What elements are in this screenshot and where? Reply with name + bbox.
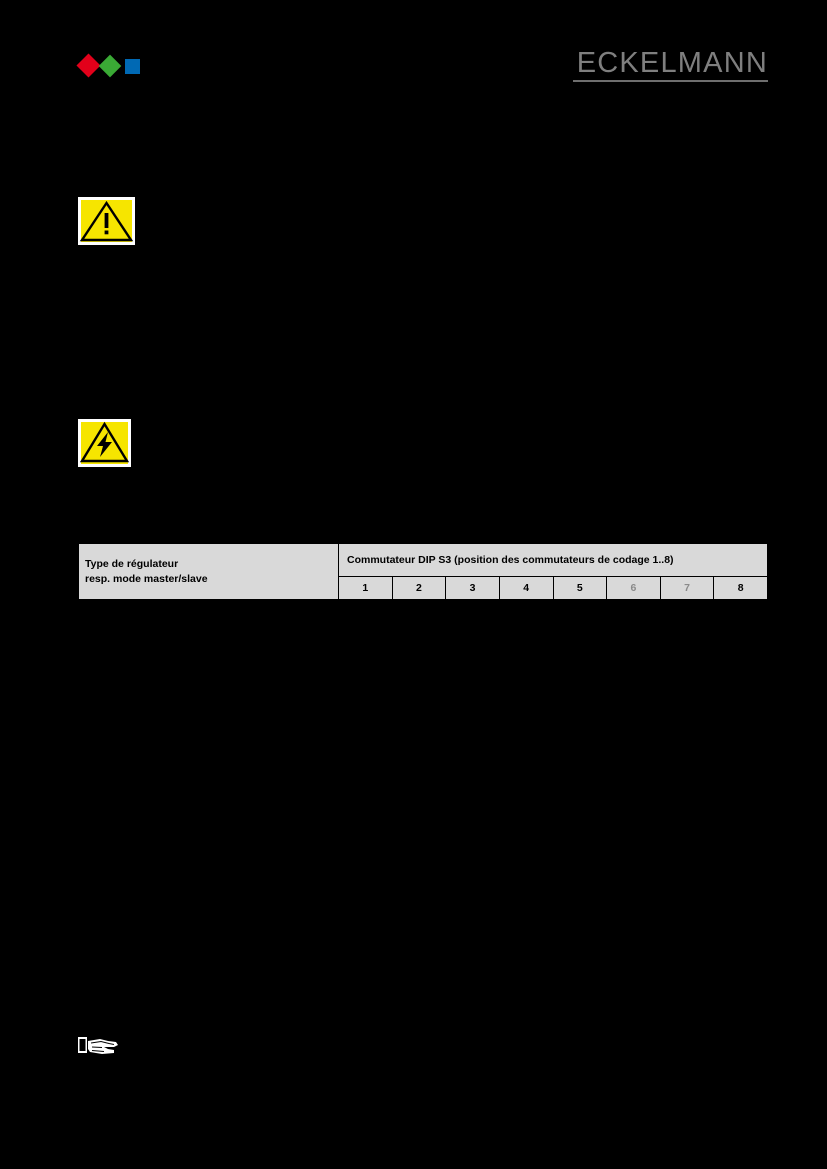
switch-number-1: 1 xyxy=(339,577,393,600)
switch-number-6: 6 xyxy=(607,577,661,600)
switch-number-4: 4 xyxy=(499,577,553,600)
electric-shock-glyph xyxy=(78,419,131,467)
table-row-label-line2: resp. mode master/slave xyxy=(85,572,208,585)
switch-number-3: 3 xyxy=(446,577,500,600)
dip-switch-table xyxy=(78,543,768,600)
brand-underline xyxy=(573,80,768,82)
table-row xyxy=(79,544,768,577)
electric-shock-icon xyxy=(78,419,131,467)
logo-diamond-red xyxy=(76,53,100,77)
table-header-span: Commutateur DIP S3 (position des commutateurs de codage 1..8) xyxy=(339,544,768,577)
table-row-label-line1: Type de régulateur xyxy=(85,558,179,571)
switch-number-2: 2 xyxy=(392,577,446,600)
switch-number-8: 8 xyxy=(714,577,768,600)
logo-square-blue xyxy=(125,59,140,74)
warning-triangle-glyph xyxy=(78,197,135,245)
brand-wordmark: ECKELMANN xyxy=(576,47,768,79)
table-row-label xyxy=(79,544,339,600)
warning-triangle-icon xyxy=(78,197,135,245)
switch-number-7: 7 xyxy=(660,577,714,600)
note-hand-icon xyxy=(78,1035,120,1061)
logo-diamond-green xyxy=(99,55,122,78)
eckelmann-diamond-logo-icon xyxy=(78,52,148,82)
switch-number-5: 5 xyxy=(553,577,607,600)
note-hand-glyph xyxy=(78,1035,120,1061)
